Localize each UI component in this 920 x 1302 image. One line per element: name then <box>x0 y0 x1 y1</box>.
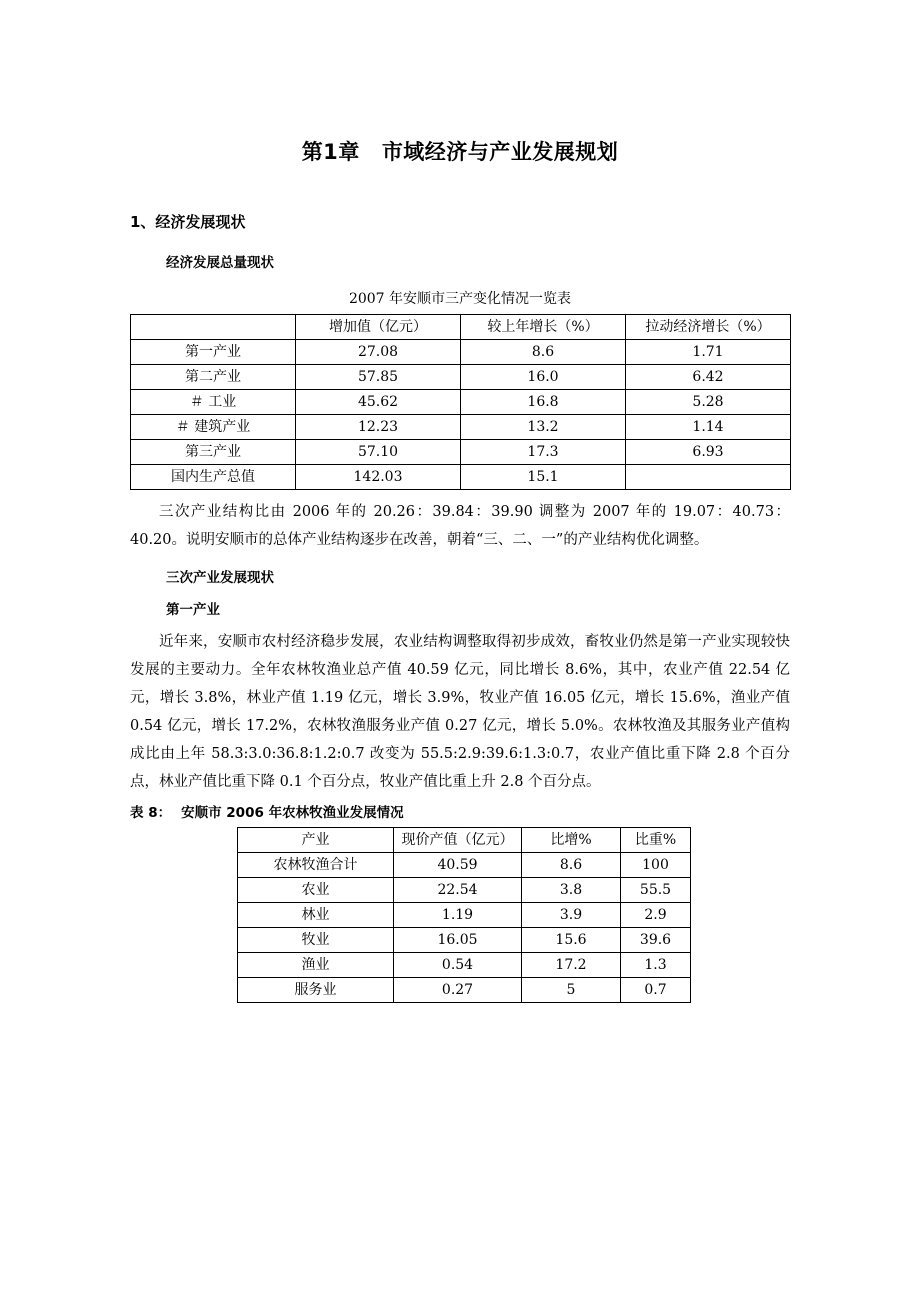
table1-cell: 45.62 <box>296 390 461 415</box>
table2-label-prefix: 表 8： <box>130 804 172 821</box>
table2-cell: 2.9 <box>621 903 691 928</box>
table-row <box>131 340 791 365</box>
table1-cell: 5.28 <box>626 390 791 415</box>
section-heading-economy-status: 1、经济发展现状 <box>130 213 246 232</box>
paragraph-industry-structure: 三次产业结构比由 2006 年的 20.26：39.84：39.90 调整为 2007 年的 19.07：40.73：40.20。说明安顺市的总体产业结构逐步在改善，朝着“三、二、一”的产业结构优化调整。 <box>130 504 790 549</box>
table2-cell: 0.54 <box>394 953 522 978</box>
table-header-row <box>238 828 691 853</box>
table1-cell: ＃ 建筑产业 <box>131 415 296 440</box>
table1-cell: 第二产业 <box>131 365 296 390</box>
table1-cell: 15.1 <box>461 465 626 490</box>
table1-cell: 1.14 <box>626 415 791 440</box>
table1-cell: 国内生产总值 <box>131 465 296 490</box>
table2-cell: 牧业 <box>238 928 394 953</box>
table-row <box>131 415 791 440</box>
table2-cell: 农林牧渔合计 <box>238 853 394 878</box>
table2-cell: 农业 <box>238 878 394 903</box>
table2-cell: 1.3 <box>621 953 691 978</box>
table2-cell: 55.5 <box>621 878 691 903</box>
table1-cell: 6.93 <box>626 440 791 465</box>
table2-header-cell: 比重% <box>621 828 691 853</box>
table2-cell: 16.05 <box>394 928 522 953</box>
table-row <box>238 903 691 928</box>
table1-cell: 16.0 <box>461 365 626 390</box>
subsection-heading-total-economy: 经济发展总量现状 <box>166 254 274 271</box>
table1-header-cell: 增加值（亿元） <box>296 315 461 340</box>
table2-cell: 林业 <box>238 903 394 928</box>
table-row <box>131 365 791 390</box>
paragraph-primary-industry: 近年来，安顺市农村经济稳步发展，农业结构调整取得初步成效，畜牧业仍然是第一产业实现较快发展的主要动力。全年农林牧渔业总产值 40.59 亿元，同比增长 8.6%，其中，农业产值 22.54 亿元，增长 3.8%，林业产值 1.19 亿元，增长 3.9%，牧业产值 16.05 亿元，增长 15.6%，渔业产值 0.54 亿元，增长 17.2%，农林牧渔服务业产值 0.27 亿元，增长 5.0%。农林牧渔及其服务业产值构成比由上年 58.3:3.0:36.8:1.2:0.7 改变为 55.5:2.9:39.6:1.3:0.7，农业产值比重下降 2.8 个百分点，林业产值比重下降 0.1 个百分点，牧业产值比重上升 2.8 个百分点。 <box>130 633 790 790</box>
table1-header-cell: 较上年增长（%） <box>461 315 626 340</box>
table2-cell: 0.7 <box>621 978 691 1003</box>
table2-cell: 17.2 <box>522 953 621 978</box>
table1-cell: ＃ 工业 <box>131 390 296 415</box>
table-row <box>131 440 791 465</box>
table2-cell: 22.54 <box>394 878 522 903</box>
table2-cell: 15.6 <box>522 928 621 953</box>
table2-cell: 100 <box>621 853 691 878</box>
table1-cell: 8.6 <box>461 340 626 365</box>
table1-header-cell <box>131 315 296 340</box>
table-row <box>238 928 691 953</box>
table2-cell: 1.19 <box>394 903 522 928</box>
table2-header-cell: 比增% <box>522 828 621 853</box>
table-header-row <box>131 315 791 340</box>
table-agriculture-development <box>237 827 691 1003</box>
table2-cell: 39.6 <box>621 928 691 953</box>
table-row <box>131 465 791 490</box>
table2-label-title: 安顺市 2006 年农林牧渔业发展情况 <box>181 804 404 821</box>
table2-header-cell: 产业 <box>238 828 394 853</box>
table1-cell: 13.2 <box>461 415 626 440</box>
table1-cell: 27.08 <box>296 340 461 365</box>
table2-cell: 40.59 <box>394 853 522 878</box>
table-three-industries <box>130 314 791 490</box>
chapter-title-text: 市域经济与产业发展规划 <box>381 140 619 164</box>
subsection-heading-three-industries-status: 三次产业发展现状 <box>166 570 274 587</box>
table-row <box>238 978 691 1003</box>
table1-cell: 12.23 <box>296 415 461 440</box>
subsection-heading-primary-industry: 第一产业 <box>166 601 220 618</box>
table1-cell: 142.03 <box>296 465 461 490</box>
table-row <box>131 390 791 415</box>
table1-header-cell: 拉动经济增长（%） <box>626 315 791 340</box>
table1-cell: 17.3 <box>461 440 626 465</box>
page-content <box>130 0 790 1003</box>
table2-cell: 0.27 <box>394 978 522 1003</box>
table-row <box>238 878 691 903</box>
table2-cell: 3.8 <box>522 878 621 903</box>
table-row <box>238 953 691 978</box>
table2-cell: 3.9 <box>522 903 621 928</box>
table2-cell: 渔业 <box>238 953 394 978</box>
table2-header-cell: 现价产值（亿元） <box>394 828 522 853</box>
table1-caption: 2007 年安顺市三产变化情况一览表 <box>348 291 572 308</box>
table2-cell: 8.6 <box>522 853 621 878</box>
table2-cell: 5 <box>522 978 621 1003</box>
table1-cell: 57.85 <box>296 365 461 390</box>
table2-label <box>130 796 790 828</box>
table1-cell <box>626 465 791 490</box>
table2-cell: 服务业 <box>238 978 394 1003</box>
table1-cell: 1.71 <box>626 340 791 365</box>
chapter-number: 第1章 <box>301 140 360 164</box>
table-row <box>238 853 691 878</box>
table1-cell: 第一产业 <box>131 340 296 365</box>
page-title <box>130 0 790 165</box>
table1-cell: 第三产业 <box>131 440 296 465</box>
table1-cell: 16.8 <box>461 390 626 415</box>
table1-cell: 57.10 <box>296 440 461 465</box>
table1-cell: 6.42 <box>626 365 791 390</box>
